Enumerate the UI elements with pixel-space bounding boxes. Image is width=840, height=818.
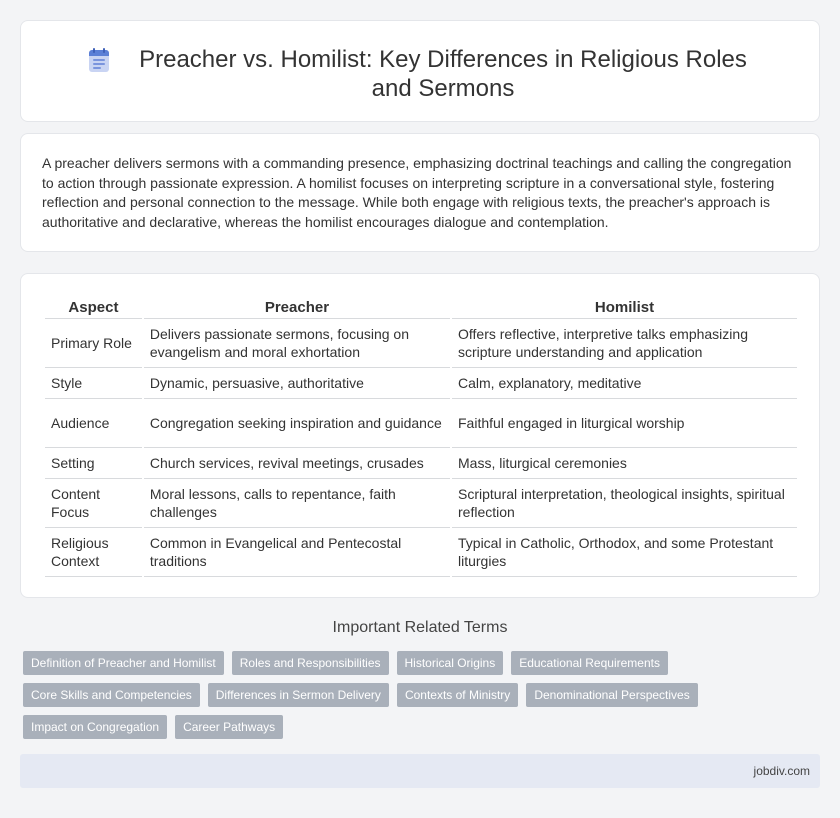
- table-row: [45, 399, 797, 448]
- footer: [20, 754, 820, 788]
- comparison-table: [43, 295, 799, 577]
- footer-site-link[interactable]: jobdiv.com: [753, 764, 810, 778]
- header-card: [20, 20, 820, 122]
- tag-core-skills[interactable]: Core Skills and Competencies: [23, 683, 200, 707]
- page-title: Preacher vs. Homilist: Key Differences in Religious Roles and Sermons: [139, 46, 747, 102]
- homilist-cell: Faithful engaged in liturgical worship: [452, 399, 797, 448]
- table-row: [45, 319, 797, 368]
- preacher-cell: Dynamic, persuasive, authoritative: [144, 368, 450, 399]
- aspect-cell: Primary Role: [45, 319, 142, 368]
- table-header-row: [45, 295, 797, 319]
- tag-career-pathways[interactable]: Career Pathways: [175, 715, 283, 739]
- tag-educational-requirements[interactable]: Educational Requirements: [511, 651, 668, 675]
- tag-sermon-delivery[interactable]: Differences in Sermon Delivery: [208, 683, 389, 707]
- tag-definition[interactable]: Definition of Preacher and Homilist: [23, 651, 224, 675]
- aspect-cell: Religious Context: [45, 528, 142, 577]
- aspect-cell: Style: [45, 368, 142, 399]
- header-preacher: Preacher: [144, 295, 450, 319]
- tag-roles[interactable]: Roles and Responsibilities: [232, 651, 389, 675]
- preacher-cell: Delivers passionate sermons, focusing on evangelism and moral exhortation: [144, 319, 450, 368]
- table-row: [45, 368, 797, 399]
- related-terms-tags: [23, 651, 723, 739]
- homilist-cell: Offers reflective, interpretive talks emphasizing scripture understanding and application: [452, 319, 797, 368]
- homilist-cell: Mass, liturgical ceremonies: [452, 448, 797, 479]
- homilist-cell: Scriptural interpretation, theological insights, spiritual reflection: [452, 479, 797, 528]
- document-icon: [87, 47, 111, 73]
- homilist-cell: Calm, explanatory, meditative: [452, 368, 797, 399]
- tag-contexts-of-ministry[interactable]: Contexts of Ministry: [397, 683, 518, 707]
- tag-historical-origins[interactable]: Historical Origins: [397, 651, 504, 675]
- header-aspect: Aspect: [45, 295, 142, 319]
- intro-paragraph: A preacher delivers sermons with a commanding presence, emphasizing doctrinal teachings and calling the congregation to action through passionate expression. A homilist focuses on interpreting scripture in a conversational style, fostering reflection and personal connection to the message. While both engage with religious texts, the preacher's approach is authoritative and declarative, whereas the homilist encourages dialogue and contemplation.: [42, 155, 792, 230]
- aspect-cell: Content Focus: [45, 479, 142, 528]
- tag-impact-on-congregation[interactable]: Impact on Congregation: [23, 715, 167, 739]
- table-row: [45, 479, 797, 528]
- table-row: [45, 448, 797, 479]
- comparison-table-card: [20, 273, 820, 598]
- homilist-cell: Typical in Catholic, Orthodox, and some Protestant liturgies: [452, 528, 797, 577]
- aspect-cell: Setting: [45, 448, 142, 479]
- header-homilist: Homilist: [452, 295, 797, 319]
- intro-card: [20, 133, 820, 252]
- tag-denominational-perspectives[interactable]: Denominational Perspectives: [526, 683, 697, 707]
- preacher-cell: Church services, revival meetings, crusades: [144, 448, 450, 479]
- table-row: [45, 528, 797, 577]
- aspect-cell: Audience: [45, 399, 142, 448]
- related-terms-title: Important Related Terms: [332, 619, 508, 636]
- preacher-cell: Congregation seeking inspiration and guidance: [144, 399, 450, 448]
- preacher-cell: Common in Evangelical and Pentecostal traditions: [144, 528, 450, 577]
- preacher-cell: Moral lessons, calls to repentance, faith challenges: [144, 479, 450, 528]
